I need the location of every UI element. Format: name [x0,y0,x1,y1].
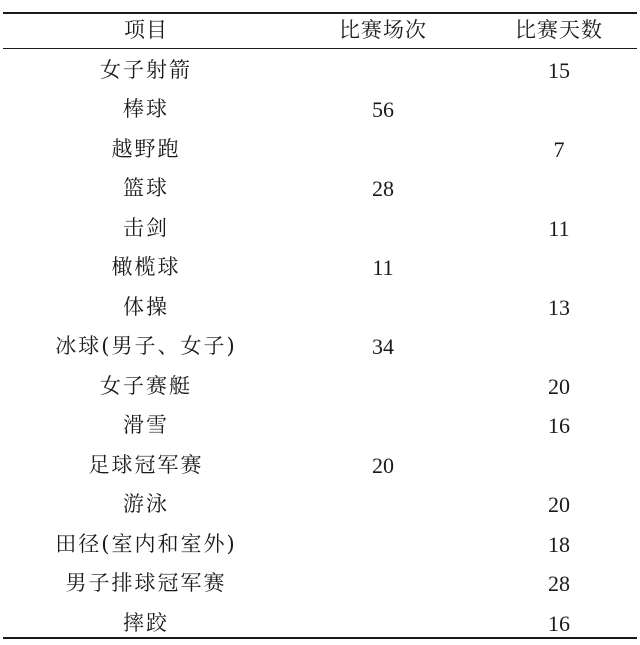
cell-item: 足球冠军赛 [88,453,204,477]
table-row [0,367,640,406]
table-row [0,248,640,287]
cell-matches [300,288,466,327]
cell-matches: 34 [372,334,394,359]
cell-days [478,446,640,485]
cell-days [478,248,640,287]
cell-days: 15 [548,58,570,83]
cell-days: 20 [548,492,570,517]
table-row [0,327,640,366]
header-days: 比赛天数 [515,18,603,42]
table-row [0,446,640,485]
cell-days [478,90,640,129]
cell-matches [300,406,466,445]
cell-matches [300,485,466,524]
cell-item: 游泳 [123,492,169,516]
header-item: 项目 [124,18,168,42]
table-bottom-rule [3,637,637,639]
cell-matches [300,130,466,169]
cell-matches: 20 [372,453,394,478]
cell-item: 女子赛艇 [100,374,192,398]
cell-item: 击剑 [123,216,169,240]
cell-days [478,169,640,208]
cell-item: 冰球(男子、女子) [55,334,237,358]
cell-item: 男子排球冠军赛 [65,571,227,595]
cell-days: 18 [548,532,570,557]
cell-matches [300,525,466,564]
cell-item: 越野跑 [111,137,181,161]
cell-item: 橄榄球 [111,255,181,279]
table-row [0,130,640,169]
cell-days [478,327,640,366]
cell-days: 20 [548,374,570,399]
cell-days: 16 [548,413,570,438]
cell-matches: 56 [372,97,394,122]
table-row [0,169,640,208]
table-row [0,209,640,248]
cell-item: 篮球 [123,176,169,200]
table-row [0,485,640,524]
cell-item: 田径(室内和室外) [55,532,237,556]
cell-matches: 28 [372,176,394,201]
cell-item: 棒球 [123,97,169,121]
cell-item: 摔跤 [123,611,169,635]
table-row [0,90,640,129]
header-matches: 比赛场次 [339,18,427,42]
cell-matches [300,564,466,603]
cell-matches: 11 [372,255,394,280]
cell-matches [300,367,466,406]
cell-days: 11 [548,216,570,241]
cell-days: 7 [553,137,565,162]
cell-matches [300,51,466,90]
table-header-row [0,11,640,50]
cell-item: 滑雪 [123,413,169,437]
cell-days: 28 [548,571,570,596]
table-header-rule [3,48,637,49]
table-row [0,406,640,445]
table-row [0,288,640,327]
cell-days: 13 [548,295,570,320]
cell-matches [300,209,466,248]
cell-item: 女子射箭 [100,58,192,82]
table-row [0,525,640,564]
table-row [0,564,640,603]
cell-days: 16 [548,611,570,636]
table-row [0,51,640,90]
cell-item: 体操 [123,295,169,319]
